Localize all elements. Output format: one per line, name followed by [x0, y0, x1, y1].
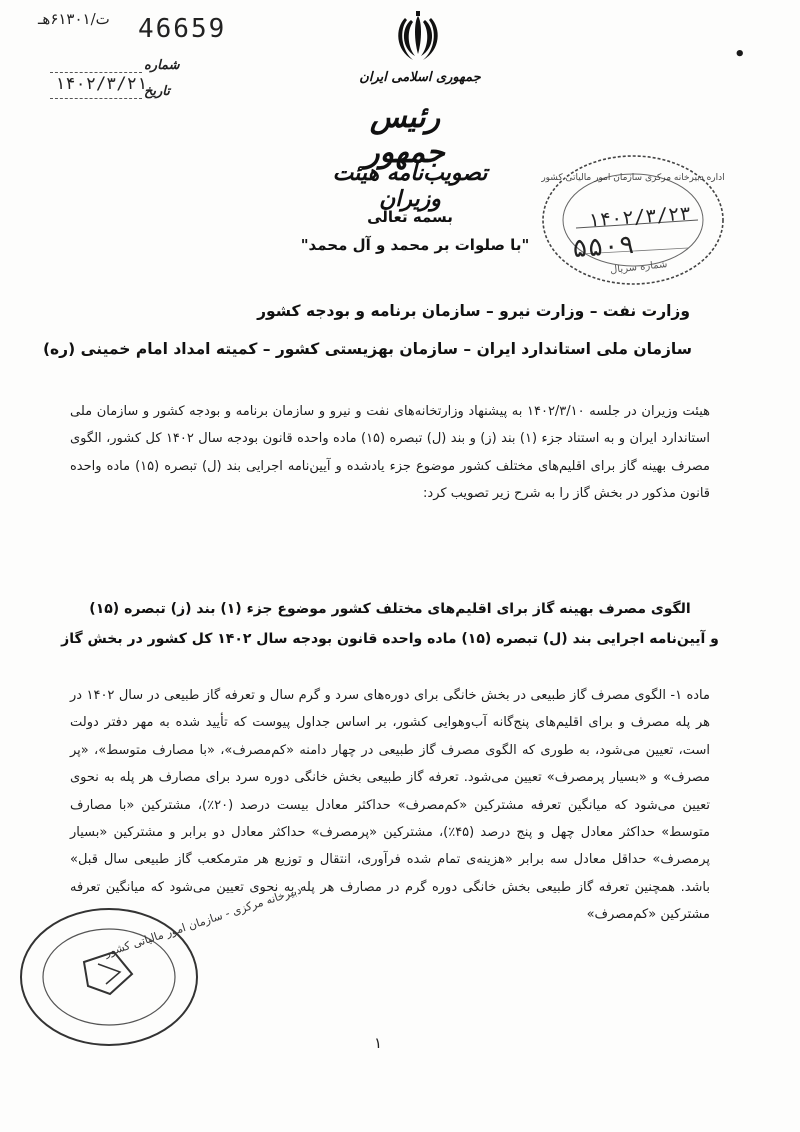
republic-heading: جمهوری اسلامی ایران: [359, 70, 481, 85]
recipients-line-2: سازمان ملی استاندارد ایران – سازمان بهزیستی کشور – کمیته امداد امام خمینی (ره): [42, 340, 692, 358]
regulation-title-line-2: و آیین‌نامه اجرایی بند (ل) تبصره (۱۵) ماده واحده قانون بودجه سال ۱۴۰۲ کل کشور در بخش گاز: [61, 631, 719, 647]
corner-mark: •: [734, 44, 746, 65]
decree-heading: تصویب‌نامه هیئت وزیران: [332, 160, 488, 212]
number-underline: [50, 72, 142, 73]
stamp-number-label: شماره سریال: [609, 259, 668, 276]
stamp-date: ۱۴۰۲/۳/۲۳: [587, 202, 692, 232]
bismillah-line: بسمه تعالی: [367, 208, 453, 226]
letter-date: ۱۴۰۲/۳/۲۱: [55, 74, 148, 94]
salawat-line: "با صلوات بر محمد و آل محمد": [300, 236, 530, 254]
president-heading: رئیس جمهور: [365, 100, 445, 170]
recipients-line-1: وزارت نفت – وزارت نیرو – سازمان برنامه و بودجه کشور: [257, 302, 690, 320]
date-label: تاریخ: [144, 84, 170, 99]
article-1-paragraph: ماده ۱- الگوی مصرف گاز طبیعی در بخش خانگی برای دوره‌های سرد و گرم سال و تعرفه گاز طبیعی در سال ۱۴۰۲ در هر پله مصرف و برای اقلیم‌های پنج‌گانه آب‌وهوایی کشور، بر اساس جداول پیوست که تأیید شده به مهر دفتر دولت است، تعیین می‌شود، به طوری که الگوی مصرف گاز طبیعی در چهار دامنه «کم‌مصرف»، «با مصارف متوسط»، «پر مصرف» و «بسیار پرمصرف» تعیین می‌شود. تعرفه گاز طبیعی بخش خانگی دوره سرد برای مصارف هر پله به نحوی تعیین می‌شود که میانگین تعرفه مشترکین «کم‌مصرف» حداکثر معادل بیست درصد (۲۰٪)، مشترکین «با مصارف متوسط» حداکثر معادل چهل و پنج درصد (۴۵٪)، مشترکین «پرمصرف» حداکثر معادل دو برابر و مشترکین «بسیار پرمصرف» حداقل معادل سه برابر «هزینه‌ی تمام شده فرآوری، انتقال و توزیع هر مترمکعب گاز طبیعی سال قبل» باشد. همچنین تعرفه گاز طبیعی بخش خانگی دوره گرم در مصارف هر پله به نحوی تعیین می‌شود که میانگین تعرفه مشترکین «کم‌مصرف»: [70, 688, 711, 923]
regulation-title-line-1: الگوی مصرف بهینه گاز برای اقلیم‌های مختلف کشور موضوع جزء (۱) بند (ز) تبصره (۱۵): [89, 601, 691, 617]
seal-text: دبیرخانه مرکزی - سازمان امور مالیاتی کشور: [103, 883, 303, 960]
date-underline: [50, 98, 142, 99]
page-number: ۱: [373, 1034, 383, 1052]
iran-emblem-icon: [393, 10, 443, 66]
intro-paragraph: هیئت وزیران در جلسه ۱۴۰۲/۳/۱۰ به پیشنهاد وزارتخانه‌های نفت و نیرو و سازمان برنامه و بودجه کشور و سازمان ملی استاندارد ایران و به استناد جزء (۱) بند (ز) و بند (ل) تبصره (۱۵) ماده واحده قانون بودجه سال ۱۴۰۲ کل کشور، الگوی مصرف بهینه گاز برای اقلیم‌های مختلف کشور موضوع جزء یادشده و آیین‌نامه اجرایی بند (ل) تبصره (۱۵) ماده واحده قانون مذکور در بخش گاز را به شرح زیر تصویب کرد:: [70, 404, 711, 502]
stamp-number: ۵۵۰۹: [571, 229, 636, 265]
letter-number: 46659: [138, 14, 227, 44]
number-label: شماره: [144, 58, 180, 73]
reference-code: ت/۶۱۳۰۱هـ: [38, 10, 110, 28]
stamp-org-text: اداره دبیرخانه مرکزی سازمان امور مالیاتی کشور: [541, 173, 725, 183]
regulation-title: [60, 594, 720, 654]
